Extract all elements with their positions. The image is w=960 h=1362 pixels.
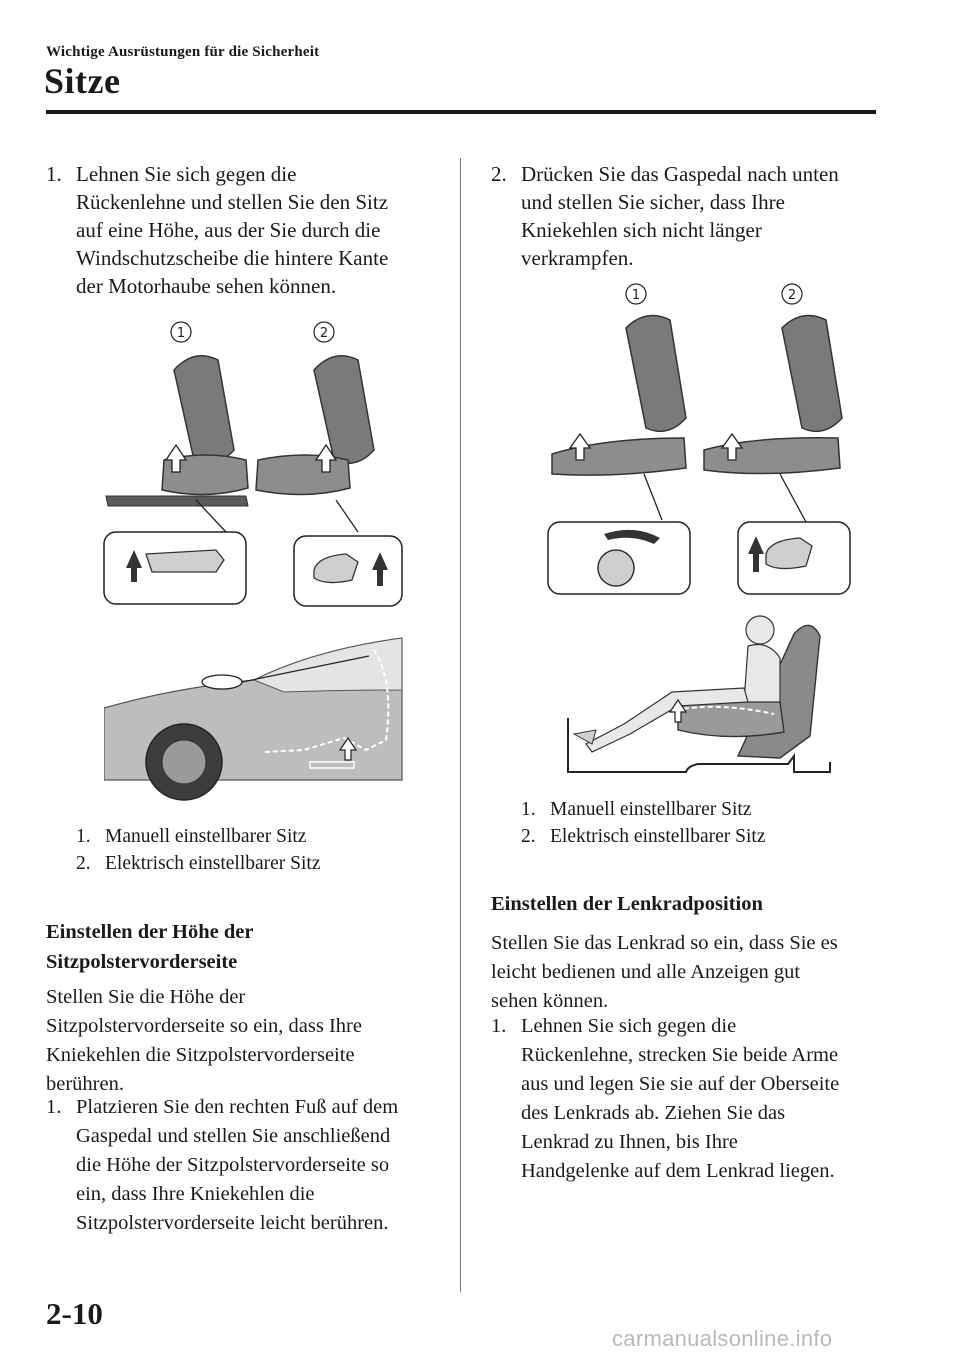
legend-text: Elektrisch einstellbarer Sitz xyxy=(105,853,321,874)
step-1-cushion xyxy=(46,1093,456,1238)
seat-tilt-illustration xyxy=(544,278,856,598)
step-1-left xyxy=(46,160,456,300)
text-line: Rückenlehne, strecken Sie beide Arme xyxy=(521,1044,839,1066)
watermark: carmanualsonline.info xyxy=(612,1326,833,1351)
legend-text: Elektrisch einstellbarer Sitz xyxy=(550,826,766,847)
car-sightline-illustration xyxy=(104,630,404,802)
page-number: 2-10 xyxy=(46,1296,103,1331)
step-number: 1. xyxy=(491,1015,507,1037)
legend-text: Manuell einstellbarer Sitz xyxy=(105,826,307,847)
text-line: Platzieren Sie den rechten Fuß auf dem xyxy=(76,1096,399,1118)
step-number: 2. xyxy=(491,162,507,186)
title-rule xyxy=(46,110,876,114)
legend-number: 2. xyxy=(76,853,91,874)
heading-line: Sitzpolstervorderseite xyxy=(46,951,238,973)
text-line: Lenkrad zu Ihnen, bis Ihre xyxy=(521,1131,738,1153)
legend-number: 1. xyxy=(521,799,536,820)
callout-2: 2 xyxy=(319,326,329,341)
text-line: Sitzpolstervorderseite so ein, dass Ihre xyxy=(46,1015,362,1037)
text-line: Rückenlehne und stellen Sie den Sitz xyxy=(76,190,389,214)
text-line: Lehnen Sie sich gegen die xyxy=(521,1015,737,1037)
manual-seat-figure xyxy=(548,284,690,594)
text-line: der Motorhaube sehen können. xyxy=(76,274,337,298)
paragraph-steering xyxy=(491,929,891,1016)
section-kicker: Wichtige Ausrüstungen für die Sicherheit xyxy=(46,44,320,60)
figure-legend-right xyxy=(521,796,881,850)
manual-seat-figure xyxy=(104,322,248,604)
text-line: Sitzpolstervorderseite leicht berühren. xyxy=(76,1212,389,1234)
text-line: verkrampfen. xyxy=(521,246,634,270)
legend-text: Manuell einstellbarer Sitz xyxy=(550,799,752,820)
text-line: Drücken Sie das Gaspedal nach unten xyxy=(521,162,839,186)
text-line: und stellen Sie sicher, dass Ihre xyxy=(521,190,785,214)
electric-seat-figure xyxy=(704,284,850,594)
heading-steering-position: Einstellen der Lenkradposition xyxy=(491,893,763,915)
text-line: Handgelenke auf dem Lenkrad liegen. xyxy=(521,1160,835,1182)
paragraph-seat-cushion xyxy=(46,983,456,1099)
text-line: des Lenkrads ab. Ziehen Sie das xyxy=(521,1102,786,1124)
text-line: Gaspedal und stellen Sie anschließend xyxy=(76,1125,391,1147)
text-line: Stellen Sie das Lenkrad so ein, dass Sie es xyxy=(491,932,838,954)
callout-2: 2 xyxy=(787,288,797,303)
text-line: auf eine Höhe, aus der Sie durch die xyxy=(76,218,381,242)
callout-1: 1 xyxy=(631,288,641,303)
text-line: sehen können. xyxy=(491,990,609,1012)
legend-number: 1. xyxy=(76,826,91,847)
text-line: Kniekehlen sich nicht länger xyxy=(521,218,762,242)
heading-seat-cushion-height xyxy=(46,917,456,977)
column-divider xyxy=(460,158,461,1292)
figure-legend-left xyxy=(76,823,446,877)
step-1-steering xyxy=(491,1012,891,1186)
text-line: Kniekehlen die Sitzpolstervorderseite xyxy=(46,1044,355,1066)
seat-height-illustration xyxy=(96,310,408,610)
text-line: die Höhe der Sitzpolstervorderseite so xyxy=(76,1154,390,1176)
text-line: Windschutzscheibe die hintere Kante xyxy=(76,246,389,270)
legend-item xyxy=(521,796,881,823)
legend-item xyxy=(76,850,446,877)
legend-item xyxy=(521,823,881,850)
step-2-right xyxy=(491,160,891,272)
text-line: Lehnen Sie sich gegen die xyxy=(76,162,297,186)
callout-1: 1 xyxy=(176,326,186,341)
electric-seat-figure xyxy=(256,322,402,606)
step-number: 1. xyxy=(46,1096,62,1118)
heading-line: Einstellen der Höhe der xyxy=(46,921,254,943)
legend-item xyxy=(76,823,446,850)
text-line: berühren. xyxy=(46,1073,124,1095)
text-line: Stellen Sie die Höhe der xyxy=(46,986,246,1008)
step-number: 1. xyxy=(46,162,62,186)
driver-posture-illustration xyxy=(548,606,838,778)
text-line: aus und legen Sie sie auf der Oberseite xyxy=(521,1073,840,1095)
legend-number: 2. xyxy=(521,826,536,847)
page-title: Sitze xyxy=(44,61,121,101)
text-line: leicht bedienen und alle Anzeigen gut xyxy=(491,961,801,983)
text-line: ein, dass Ihre Kniekehlen die xyxy=(76,1183,315,1205)
